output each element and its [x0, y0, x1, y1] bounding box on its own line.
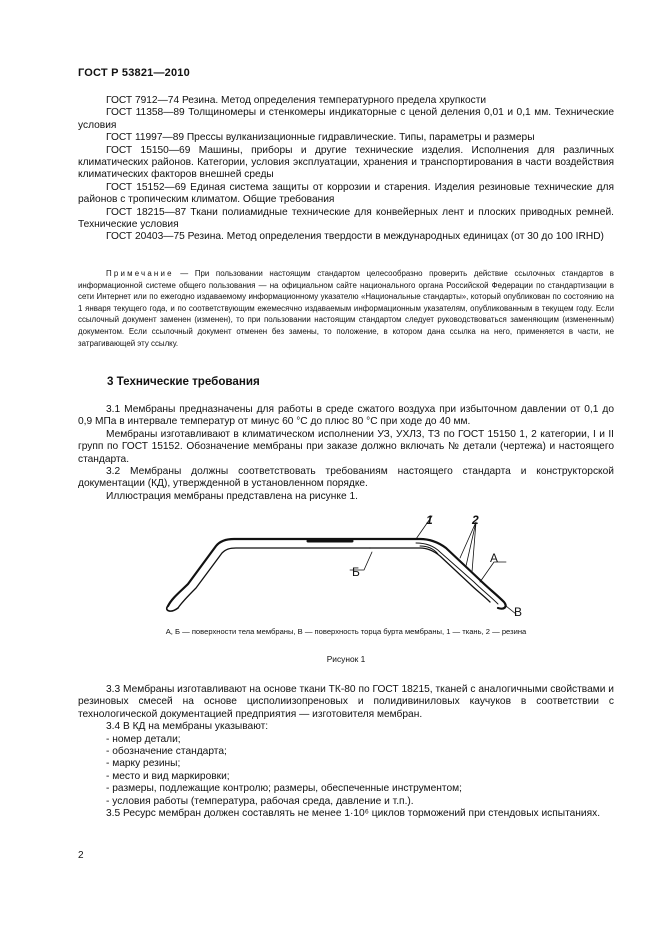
- membrane-inner-contour-right: [370, 548, 490, 602]
- membrane-outer-contour: [168, 539, 506, 609]
- figure-caption: А, Б — поверхности тела мембраны, В — поверхность торца бурта мембраны, 1 — ткань, 2 — резина: [165, 627, 527, 636]
- note-block: [78, 268, 614, 349]
- normative-references: [78, 95, 614, 244]
- note-label: Примечание: [106, 269, 174, 278]
- paragraph: 3.2 Мембраны должны соответствовать требованиям настоящего стандарта и конструкторской документации (КД), утвержденной в установленном порядке.: [78, 466, 614, 490]
- figure-label-a: А: [490, 551, 499, 565]
- kd-list: [78, 734, 614, 808]
- section-paragraphs-b: [78, 684, 614, 820]
- reference-item: ГОСТ 18215—87 Ткани полиамидные технические для конвейерных лент и плоских приводных ремней. Технические условия: [78, 206, 614, 231]
- paragraph: 3.3 Мембраны изготавливают на основе ткани ТК-80 по ГОСТ 18215, тканей с аналогичными свойствами и резиновых смесей на основе цисполиизопреновых и полидивиниловых каучуков в соответствии с технологической документацией предприятия — изготовителя мембран.: [78, 684, 614, 720]
- reference-item: ГОСТ 11997—89 Прессы вулканизационные гидравлические. Типы, параметры и размеры: [106, 132, 535, 144]
- figure-label-b: Б: [352, 565, 360, 579]
- figure-label-2: 2: [472, 513, 479, 527]
- figure-label-1: 1: [426, 513, 433, 527]
- list-item: - марку резины;: [106, 758, 181, 770]
- list-item: - номер детали;: [106, 733, 181, 745]
- leader-a: [480, 562, 506, 582]
- note-text: — При пользовании настоящим стандартом целесообразно проверить действие ссылочных стандартов в информационной системе общего пользования — на официальном сайте национального органа Российской Федерации по стандартизации в сети Интернет или по ежегодно издаваемому информационному указателю «Национальные стандарты», который опубликован по состоянию на 1 января текущего года, и по соответствующим ежемесячно издаваемым информационным указателям, опубликованным в текущем году. Если ссылочный документ заменен (изменен), то при пользовании настоящим стандартом следует руководствоваться заменяющим (измененным) документом. Если ссылочный документ отменен без замены, то положение, в котором дана ссылка на него, применяется в части, не затрагивающей эту ссылку.: [78, 269, 614, 348]
- figure-label-v: В: [514, 605, 523, 619]
- paragraph: 3.5 Ресурс мембран должен составлять не менее 1·10⁶ циклов торможений при стендовых испытаниях.: [106, 808, 601, 820]
- paragraph: Мембраны изготавливают в климатическом исполнении УЗ, УХЛ3, ТЗ по ГОСТ 15150 1, 2 категории, I и II групп по ГОСТ 15152. Обозначение мембраны при заказе должно включать № детали (чертежа) и настоящего стандарта.: [78, 428, 614, 465]
- list-item: - условия работы (температура, рабочая среда, давление и т.п.).: [106, 795, 414, 807]
- list-item: - размеры, подлежащие контролю; размеры, обеспеченные инструментом;: [106, 783, 462, 795]
- page-number: 2: [78, 850, 84, 861]
- paragraph: Иллюстрация мембраны представлена на рисунке 1.: [106, 490, 358, 502]
- list-item: - обозначение стандарта;: [106, 746, 227, 758]
- membrane-figure: [120, 510, 540, 620]
- figure-label: Рисунок 1: [326, 654, 366, 664]
- list-item: - место и вид маркировки;: [106, 770, 230, 782]
- reference-item: ГОСТ 15150—69 Машины, приборы и другие технические изделия. Исполнения для различных климатических районов. Категории, условия эксплуатации, хранения и транспортирования в части воздействия климатических факторов внешней среды: [78, 144, 614, 181]
- paragraph: 3.1 Мембраны предназначены для работы в среде сжатого воздуха при избыточном давлении от 0,1 до 0,9 МПа в интервале температур от минус 60 °С до плюс 80 °С при ходе до 40 мм.: [78, 404, 614, 428]
- paragraph: 3.4 В КД на мембраны указывают:: [106, 721, 269, 733]
- reference-item: ГОСТ 20403—75 Резина. Метод определения твердости в международных единицах (от 30 до 100 IRHD): [106, 231, 604, 243]
- document-header: ГОСТ Р 53821—2010: [78, 67, 190, 79]
- reference-item: ГОСТ 11358—89 Толщиномеры и стенкомеры индикаторные с ценой деления 0,01 и 0,1 мм. Технические условия: [78, 107, 614, 131]
- section-paragraphs-a: [78, 404, 614, 503]
- section-heading: 3 Технические требования: [107, 375, 260, 388]
- reference-item: ГОСТ 7912—74 Резина. Метод определения температурного предела хрупкости: [106, 95, 487, 106]
- reference-item: ГОСТ 15152—69 Единая система защиты от коррозии и старения. Изделия резиновые технические для районов с тропическим климатом. Общие требования: [78, 181, 614, 206]
